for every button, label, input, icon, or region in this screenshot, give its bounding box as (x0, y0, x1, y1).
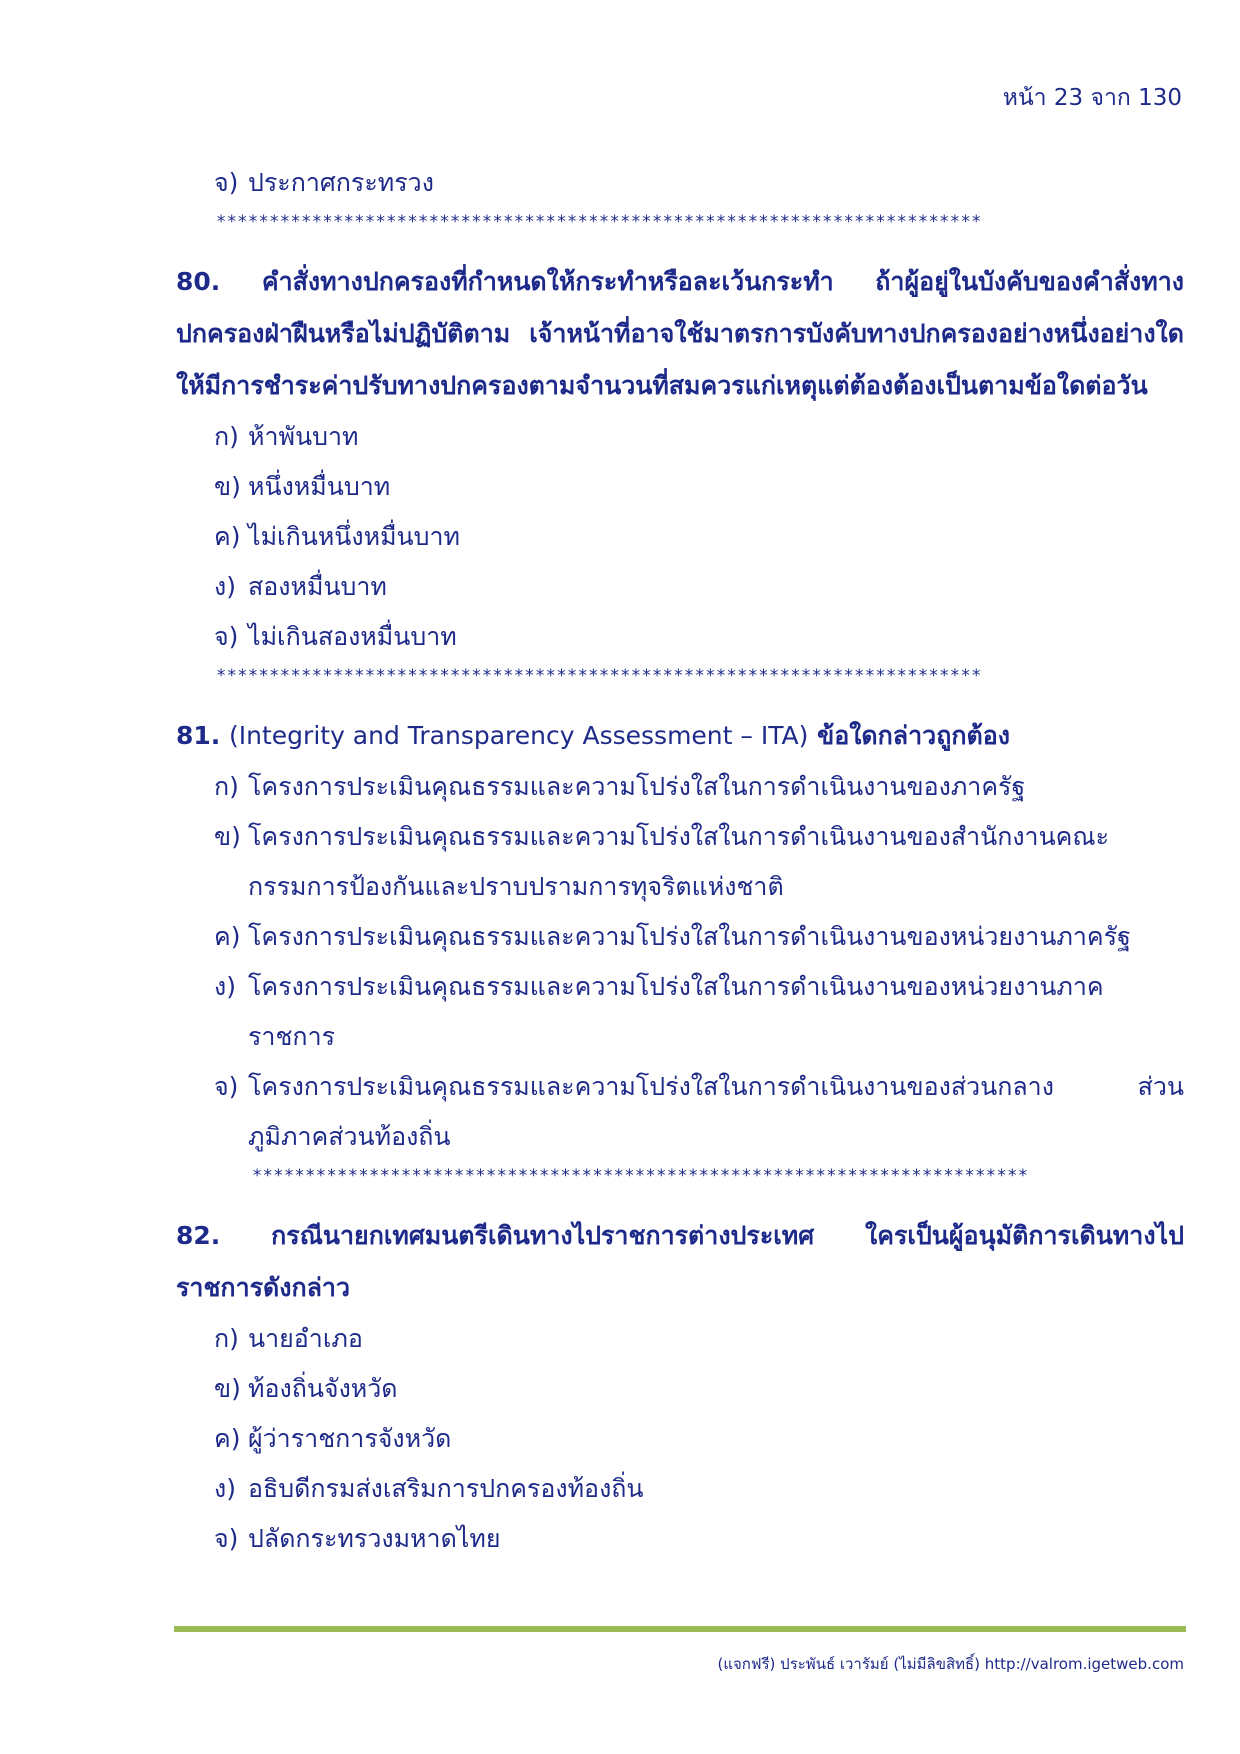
option-letter: ง) (214, 972, 236, 1001)
option-item (176, 462, 1184, 512)
question-text: กรณีนายกเทศมนตรีเดินทางไปราชการต่างประเทศ ใครเป็นผู้อนุมัติการเดินทางไปราชการดังกล่าว (176, 1221, 1184, 1302)
option-item (176, 1464, 1184, 1514)
option-item (176, 1364, 1184, 1414)
option-text: ท้องถิ่นจังหวัด (248, 1374, 398, 1403)
option-text: โครงการประเมินคุณธรรมและความโปร่งใสในการดำเนินงานของส่วนกลาง ส่วนภูมิภาคส่วนท้องถิ่น (248, 1072, 1184, 1151)
option-text: ไม่เกินหนึ่งหมื่นบาท (248, 522, 461, 551)
option-text: นายอำเภอ (248, 1324, 363, 1353)
question-81 (176, 710, 1184, 762)
option-text: อธิบดีกรมส่งเสริมการปกครองท้องถิ่น (248, 1474, 644, 1503)
option-text: โครงการประเมินคุณธรรมและความโปร่งใสในการดำเนินงานของหน่วยงานภาครัฐ (248, 922, 1131, 951)
option-letter: จ) (214, 622, 239, 651)
page-number: หน้า 23 จาก 130 (1002, 85, 1182, 111)
option-letter: ก) (214, 422, 239, 451)
option-item (176, 158, 1184, 208)
separator: ************************************************************************ (216, 666, 982, 686)
option-letter: ข) (214, 822, 241, 851)
option-text: ไม่เกินสองหมื่นบาท (248, 622, 457, 651)
option-letter: ง) (214, 1474, 236, 1503)
option-letter: ค) (214, 922, 241, 951)
option-text: ประกาศกระทรวง (248, 168, 434, 197)
question-text: ข้อใดกล่าวถูกต้อง (817, 721, 1010, 750)
option-letter: ก) (214, 1324, 239, 1353)
question-82 (176, 1210, 1184, 1314)
option-item (176, 762, 1184, 812)
option-text: โครงการประเมินคุณธรรมและความโปร่งใสในการดำเนินงานของสำนักงานคณะกรรมการป้องกันและปราบปรามการทุจริตแห่งชาติ (248, 822, 1110, 901)
option-text: โครงการประเมินคุณธรรมและความโปร่งใสในการดำเนินงานของหน่วยงานภาคราชการ (248, 972, 1104, 1051)
question-number: 81. (176, 721, 221, 750)
option-item (176, 812, 1184, 912)
option-letter: ค) (214, 1424, 241, 1453)
option-item (176, 962, 1184, 1062)
option-letter: ง) (214, 572, 236, 601)
option-letter: ก) (214, 772, 239, 801)
option-item (176, 512, 1184, 562)
option-item (176, 1514, 1184, 1564)
option-text: ห้าพันบาท (248, 422, 359, 451)
option-text: ผู้ว่าราชการจังหวัด (248, 1424, 452, 1453)
footer-rule (174, 1626, 1186, 1632)
option-letter: ข) (214, 1374, 241, 1403)
option-item (176, 562, 1184, 612)
option-text: โครงการประเมินคุณธรรมและความโปร่งใสในการดำเนินงานของภาครัฐ (248, 772, 1026, 801)
option-letter: ค) (214, 522, 241, 551)
option-item (176, 1414, 1184, 1464)
question-number: 82. (176, 1221, 221, 1250)
option-item (176, 612, 1184, 662)
option-text: หนึ่งหมื่นบาท (248, 472, 391, 501)
option-letter: จ) (214, 1072, 239, 1101)
separator: ************************************************************************* (252, 1166, 1029, 1186)
option-item (176, 912, 1184, 962)
document-body (176, 158, 1184, 1564)
option-letter: จ) (214, 1524, 239, 1553)
footer-credit: (แจกฟรี) ประพันธ์ เวารัมย์ (ไม่มีลิขสิทธิ์) http://valrom.igetweb.com (717, 1655, 1184, 1673)
option-text: สองหมื่นบาท (248, 572, 387, 601)
option-item (176, 412, 1184, 462)
option-letter: จ) (214, 168, 239, 197)
option-letter: ข) (214, 472, 241, 501)
option-item (176, 1314, 1184, 1364)
separator: ************************************************************************ (216, 212, 982, 232)
option-item (176, 1062, 1184, 1162)
question-text: คำสั่งทางปกครองที่กำหนดให้กระทำหรือละเว้นกระทำ ถ้าผู้อยู่ในบังคับของคำสั่งทางปกครองฝ่าฝืนหรือไม่ปฏิบัติตาม เจ้าหน้าที่อาจใช้มาตรการบังคับทางปกครองอย่างหนึ่งอย่างใด ให้มีการชำระค่าปรับทางปกครองตามจำนวนที่สมควรแก่เหตุแต่ต้องต้องเป็นตามข้อใดต่อวัน (176, 267, 1184, 400)
question-number: 80. (176, 267, 221, 296)
question-latin-text: (Integrity and Transparency Assessment – ITA) (229, 721, 809, 750)
question-80 (176, 256, 1184, 412)
option-text: ปลัดกระทรวงมหาดไทย (248, 1524, 501, 1553)
